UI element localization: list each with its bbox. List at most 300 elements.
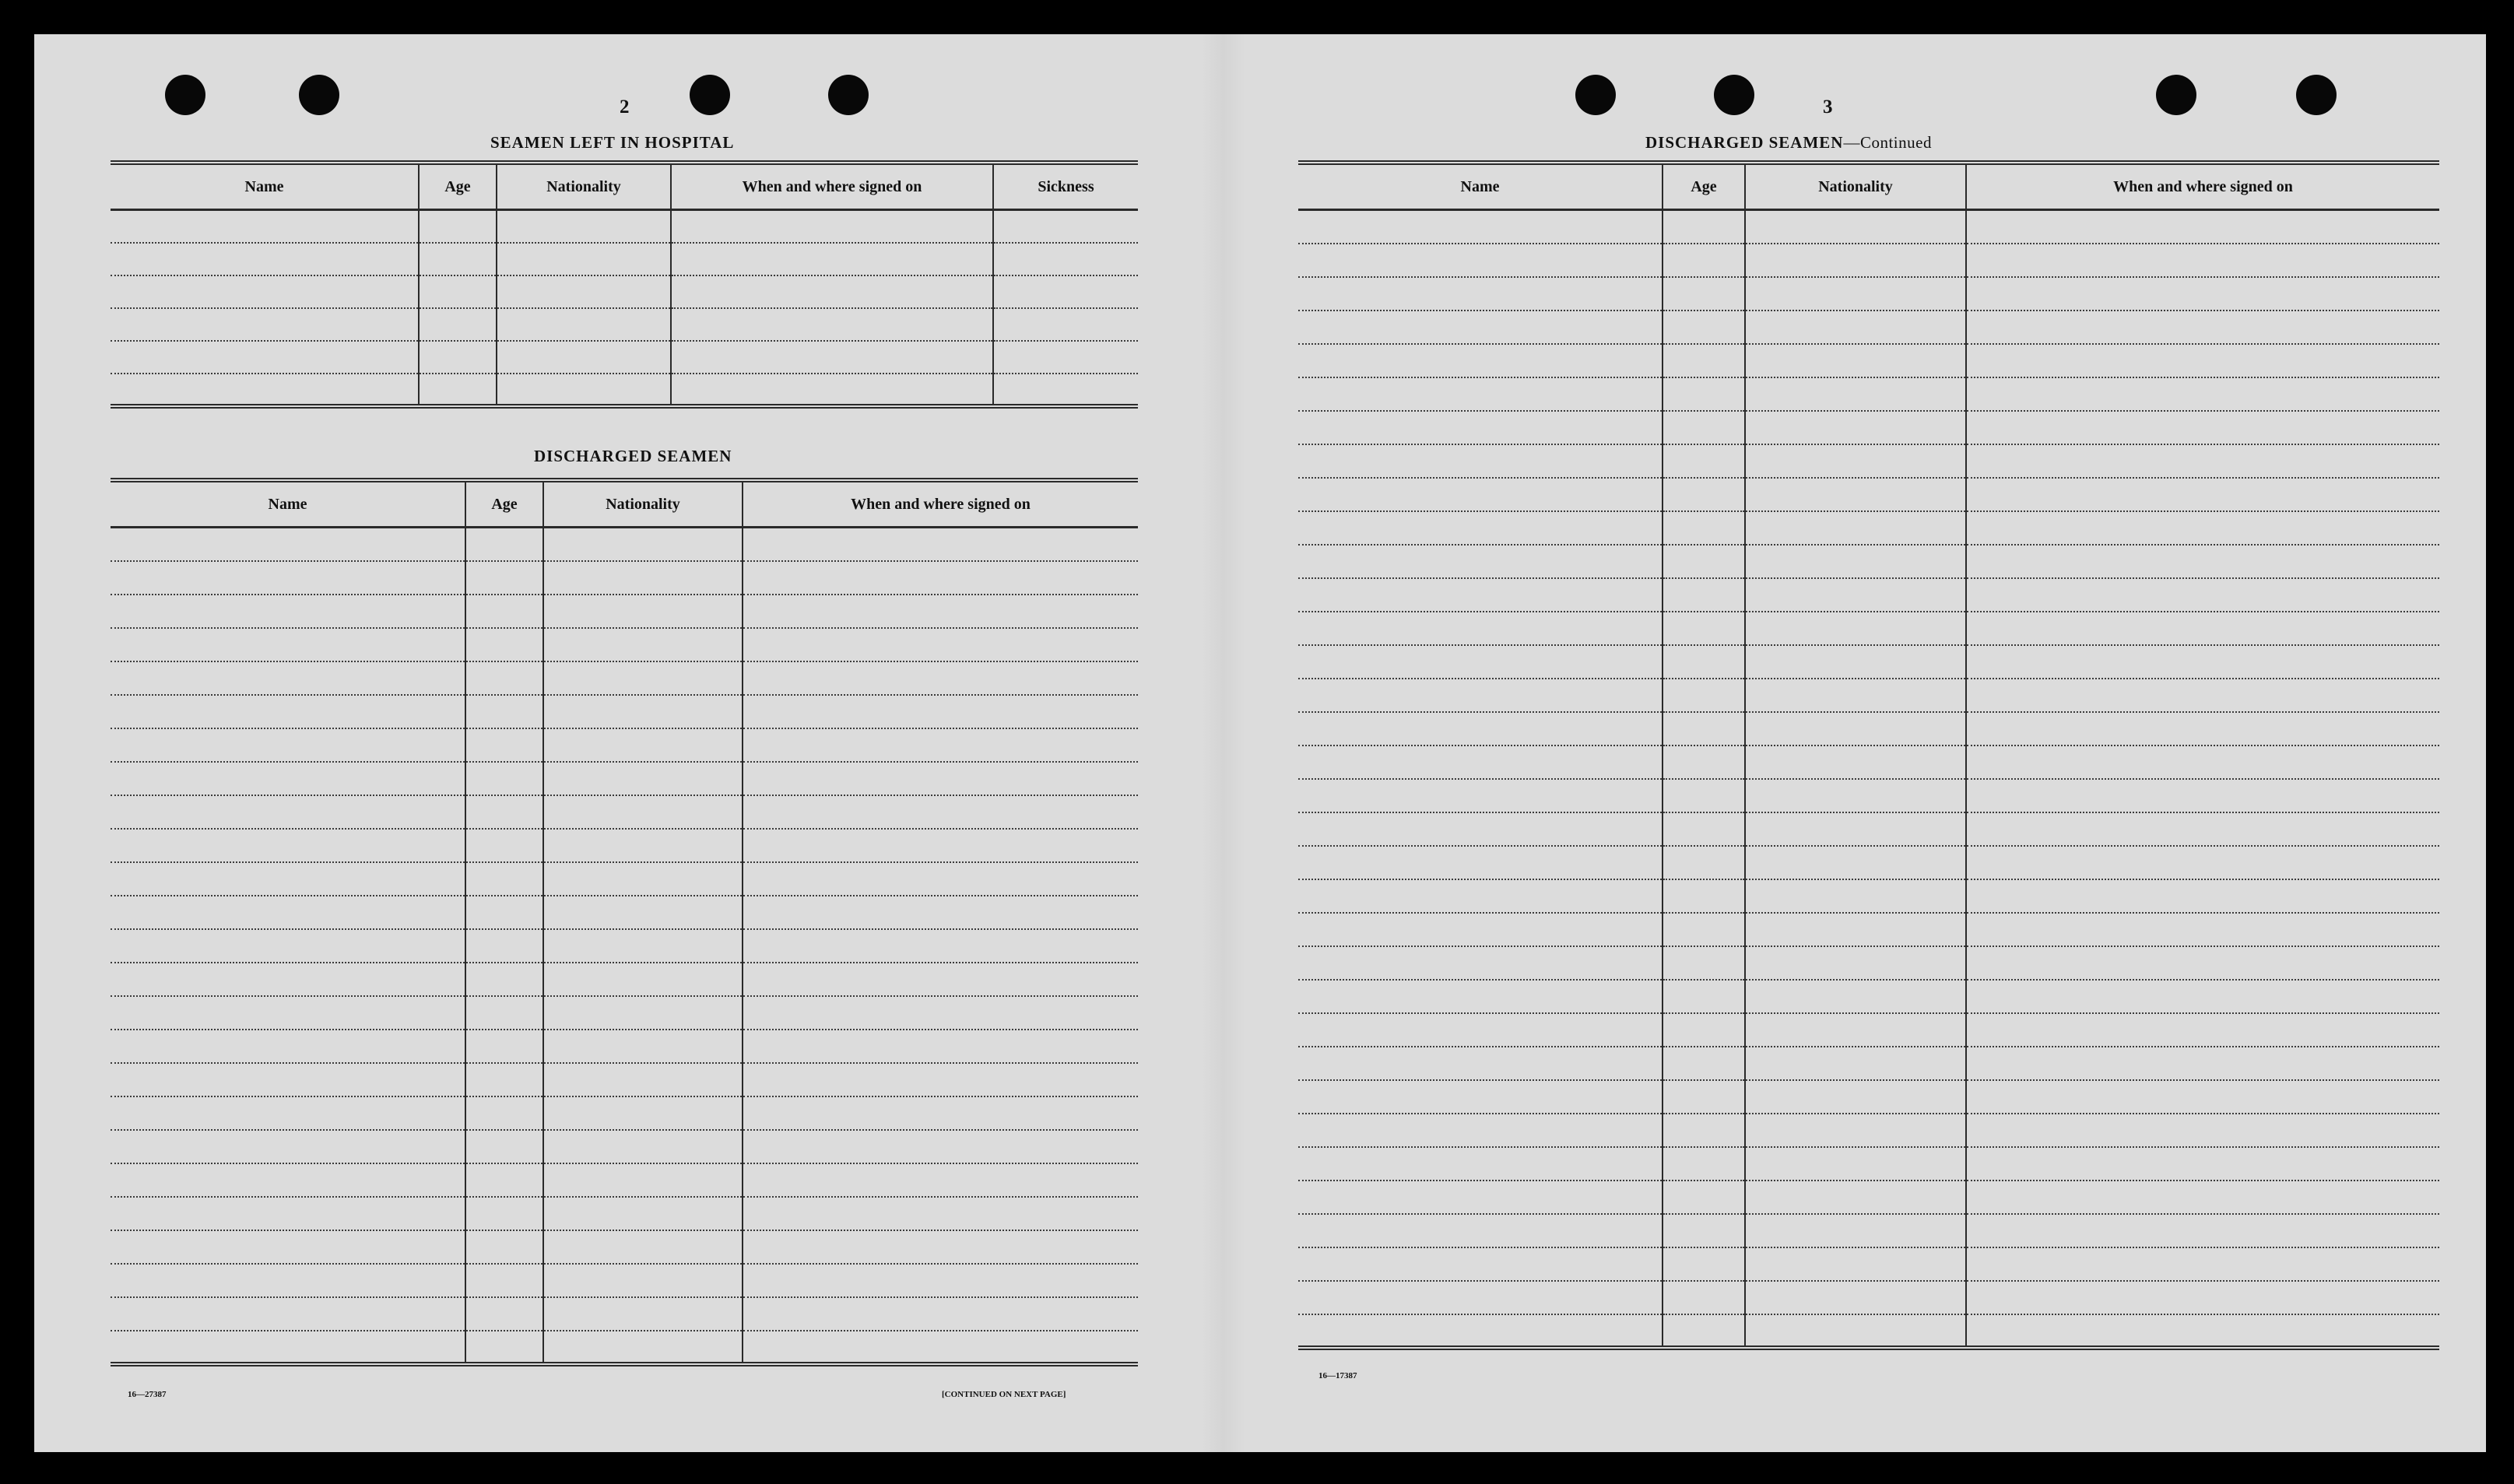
blank-cell: [465, 829, 543, 862]
blank-cell: [465, 795, 543, 829]
blank-cell: [743, 628, 1138, 661]
column-header: Sickness: [993, 163, 1138, 210]
blank-cell: [111, 374, 419, 406]
blank-cell: [1745, 511, 1966, 545]
blank-cell: [1663, 1314, 1745, 1348]
column-header: When and where signed on: [671, 163, 993, 210]
blank-cell: [543, 1230, 743, 1264]
blank-cell: [1663, 545, 1745, 578]
blank-cell: [465, 1130, 543, 1163]
blank-cell: [465, 728, 543, 762]
blank-cell: [743, 1331, 1138, 1364]
blank-cell: [465, 762, 543, 795]
table-row: [111, 1297, 1138, 1331]
blank-cell: [1663, 1247, 1745, 1281]
table-row: [1298, 310, 2439, 344]
blank-cell: [743, 661, 1138, 695]
blank-cell: [993, 210, 1138, 243]
table-row: [1298, 377, 2439, 411]
blank-cell: [419, 210, 497, 243]
table-row: [1298, 612, 2439, 645]
table-row: [111, 862, 1138, 896]
blank-cell: [1663, 411, 1745, 444]
blank-cell: [465, 1197, 543, 1230]
blank-cell: [1663, 712, 1745, 746]
blank-cell: [1298, 1080, 1663, 1114]
blank-cell: [1966, 277, 2439, 310]
blank-cell: [111, 1297, 465, 1331]
table-row: [111, 528, 1138, 561]
continued-footnote: [CONTINUED ON NEXT PAGE]: [942, 1390, 1066, 1399]
blank-cell: [1745, 244, 1966, 277]
blank-cell: [1663, 377, 1745, 411]
discharged-continued-title: [1645, 133, 1932, 153]
table-row: [1298, 210, 2439, 244]
punch-hole: [1714, 75, 1754, 115]
table-row: [1298, 1214, 2439, 1247]
page-number: 2: [620, 96, 630, 118]
table-row: [111, 595, 1138, 628]
table-row: [111, 896, 1138, 929]
blank-cell: [1966, 1214, 2439, 1247]
blank-cell: [543, 762, 743, 795]
blank-cell: [1745, 946, 1966, 980]
blank-cell: [1298, 980, 1663, 1013]
blank-cell: [1966, 712, 2439, 746]
blank-cell: [543, 728, 743, 762]
discharged-section-title: DISCHARGED SEAMEN: [534, 447, 732, 465]
blank-cell: [1966, 812, 2439, 846]
discharged-table: [111, 478, 1138, 1366]
blank-cell: [1966, 344, 2439, 377]
blank-cell: [671, 374, 993, 406]
blank-cell: [1966, 210, 2439, 244]
blank-cell: [1745, 913, 1966, 946]
table-row: [1298, 812, 2439, 846]
blank-cell: [1966, 1147, 2439, 1181]
blank-cell: [1663, 1147, 1745, 1181]
blank-cell: [465, 561, 543, 595]
column-header: Name: [1298, 163, 1663, 210]
blank-cell: [1663, 746, 1745, 779]
blank-cell: [743, 1197, 1138, 1230]
blank-cell: [465, 661, 543, 695]
blank-cell: [1745, 679, 1966, 712]
blank-cell: [1966, 612, 2439, 645]
blank-cell: [465, 929, 543, 963]
blank-cell: [111, 1331, 465, 1364]
blank-cell: [1663, 210, 1745, 244]
blank-cell: [111, 862, 465, 896]
blank-cell: [1298, 1114, 1663, 1147]
column-header: Nationality: [497, 163, 671, 210]
blank-cell: [743, 1297, 1138, 1331]
blank-cell: [543, 929, 743, 963]
punch-hole: [1575, 75, 1616, 115]
blank-cell: [1298, 310, 1663, 344]
blank-cell: [111, 661, 465, 695]
table-row: [1298, 344, 2439, 377]
blank-cell: [1663, 913, 1745, 946]
blank-cell: [1298, 1181, 1663, 1214]
blank-cell: [743, 862, 1138, 896]
column-header: Nationality: [543, 480, 743, 528]
blank-cell: [671, 210, 993, 243]
blank-cell: [1663, 946, 1745, 980]
blank-cell: [1663, 310, 1745, 344]
blank-cell: [543, 963, 743, 996]
punch-hole: [165, 75, 205, 115]
blank-cell: [111, 896, 465, 929]
blank-cell: [1966, 946, 2439, 980]
blank-cell: [1745, 980, 1966, 1013]
blank-cell: [1745, 545, 1966, 578]
blank-cell: [543, 896, 743, 929]
table-row: [1298, 1314, 2439, 1348]
blank-cell: [465, 862, 543, 896]
blank-cell: [1745, 310, 1966, 344]
blank-cell: [465, 1264, 543, 1297]
blank-cell: [1966, 846, 2439, 879]
table-row: [111, 929, 1138, 963]
table-row: [111, 243, 1138, 275]
blank-cell: [1745, 1314, 1966, 1348]
blank-cell: [1663, 980, 1745, 1013]
table-row: [111, 1130, 1138, 1163]
blank-cell: [1745, 210, 1966, 244]
blank-cell: [1298, 210, 1663, 244]
blank-cell: [1745, 879, 1966, 913]
blank-cell: [111, 528, 465, 561]
table-row: [1298, 1281, 2439, 1314]
discharged-continued-table: [1298, 160, 2439, 1350]
blank-cell: [111, 1197, 465, 1230]
page-number: 3: [1823, 96, 1833, 118]
blank-cell: [543, 1331, 743, 1364]
blank-cell: [465, 1163, 543, 1197]
blank-cell: [1745, 1047, 1966, 1080]
blank-cell: [465, 1297, 543, 1331]
blank-cell: [543, 996, 743, 1030]
blank-cell: [1298, 746, 1663, 779]
blank-cell: [743, 595, 1138, 628]
table-row: [1298, 478, 2439, 511]
column-header: Age: [465, 480, 543, 528]
blank-cell: [465, 996, 543, 1030]
blank-cell: [543, 561, 743, 595]
blank-cell: [1966, 511, 2439, 545]
blank-cell: [1298, 712, 1663, 746]
blank-cell: [497, 210, 671, 243]
blank-cell: [1663, 1047, 1745, 1080]
blank-cell: [1298, 913, 1663, 946]
blank-cell: [465, 1063, 543, 1096]
blank-cell: [111, 1264, 465, 1297]
blank-cell: [1663, 812, 1745, 846]
column-header: Name: [111, 163, 419, 210]
blank-cell: [419, 341, 497, 374]
blank-cell: [111, 963, 465, 996]
blank-cell: [543, 528, 743, 561]
blank-cell: [1663, 578, 1745, 612]
blank-cell: [743, 1230, 1138, 1264]
blank-cell: [1663, 1114, 1745, 1147]
blank-cell: [671, 275, 993, 308]
table-row: [111, 963, 1138, 996]
table-row: [1298, 946, 2439, 980]
table-row: [111, 561, 1138, 595]
blank-cell: [1966, 779, 2439, 812]
blank-cell: [1663, 645, 1745, 679]
blank-cell: [1663, 679, 1745, 712]
table-row: [1298, 1114, 2439, 1147]
blank-cell: [1298, 511, 1663, 545]
blank-cell: [1966, 310, 2439, 344]
table-row: [111, 1163, 1138, 1197]
blank-cell: [111, 929, 465, 963]
table-row: [111, 1197, 1138, 1230]
blank-cell: [993, 374, 1138, 406]
blank-cell: [1745, 411, 1966, 444]
blank-cell: [419, 374, 497, 406]
punch-hole: [299, 75, 339, 115]
blank-cell: [1663, 344, 1745, 377]
blank-cell: [1966, 545, 2439, 578]
blank-cell: [1298, 545, 1663, 578]
blank-cell: [1663, 511, 1745, 545]
table-row: [111, 628, 1138, 661]
blank-cell: [743, 695, 1138, 728]
blank-cell: [671, 308, 993, 341]
blank-cell: [1745, 1147, 1966, 1181]
table-row: [1298, 1147, 2439, 1181]
blank-cell: [1298, 612, 1663, 645]
table-row: [111, 210, 1138, 243]
table-row: [111, 275, 1138, 308]
table-row: [1298, 779, 2439, 812]
blank-cell: [1745, 846, 1966, 879]
blank-cell: [497, 243, 671, 275]
blank-cell: [1663, 846, 1745, 879]
blank-cell: [465, 1331, 543, 1364]
form-number: 16—27387: [128, 1390, 167, 1399]
blank-cell: [543, 1030, 743, 1063]
table-row: [1298, 244, 2439, 277]
blank-cell: [111, 762, 465, 795]
blank-cell: [543, 1163, 743, 1197]
blank-cell: [419, 243, 497, 275]
table-row: [111, 1063, 1138, 1096]
table-row: [111, 374, 1138, 406]
blank-cell: [671, 243, 993, 275]
blank-cell: [1745, 612, 1966, 645]
table-row: [111, 762, 1138, 795]
blank-cell: [111, 1063, 465, 1096]
blank-cell: [543, 1264, 743, 1297]
blank-cell: [1966, 1013, 2439, 1047]
blank-cell: [1966, 244, 2439, 277]
blank-cell: [1298, 1013, 1663, 1047]
blank-cell: [543, 661, 743, 695]
blank-cell: [1298, 1247, 1663, 1281]
table-row: [1298, 913, 2439, 946]
table-header-row: [111, 480, 1138, 528]
punch-hole: [2156, 75, 2196, 115]
blank-cell: [1298, 1214, 1663, 1247]
blank-cell: [743, 1264, 1138, 1297]
table-row: [1298, 1047, 2439, 1080]
blank-cell: [543, 695, 743, 728]
punch-hole: [828, 75, 869, 115]
table-row: [111, 695, 1138, 728]
table-row: [1298, 1013, 2439, 1047]
blank-cell: [1663, 1013, 1745, 1047]
blank-cell: [1298, 812, 1663, 846]
punch-hole: [2296, 75, 2337, 115]
blank-cell: [1663, 1181, 1745, 1214]
table-row: [1298, 1181, 2439, 1214]
blank-cell: [1298, 779, 1663, 812]
column-header: Age: [1663, 163, 1745, 210]
blank-cell: [1966, 1114, 2439, 1147]
blank-cell: [543, 795, 743, 829]
blank-cell: [1298, 578, 1663, 612]
table-row: [1298, 444, 2439, 478]
blank-cell: [543, 1197, 743, 1230]
blank-cell: [743, 1030, 1138, 1063]
blank-cell: [1966, 1181, 2439, 1214]
blank-cell: [543, 1063, 743, 1096]
column-header: When and where signed on: [743, 480, 1138, 528]
blank-cell: [1745, 1214, 1966, 1247]
blank-cell: [743, 1163, 1138, 1197]
document-sheet: [34, 34, 2486, 1452]
table-row: [111, 795, 1138, 829]
blank-cell: [1745, 277, 1966, 310]
blank-cell: [1966, 1047, 2439, 1080]
form-number: 16—17387: [1318, 1371, 1357, 1381]
blank-cell: [1663, 444, 1745, 478]
blank-cell: [111, 1096, 465, 1130]
blank-cell: [1966, 1314, 2439, 1348]
blank-cell: [543, 862, 743, 896]
blank-cell: [111, 1230, 465, 1264]
blank-cell: [465, 896, 543, 929]
blank-cell: [1298, 846, 1663, 879]
blank-cell: [1298, 344, 1663, 377]
blank-cell: [111, 1030, 465, 1063]
punch-hole: [690, 75, 730, 115]
table-row: [1298, 578, 2439, 612]
blank-cell: [1745, 746, 1966, 779]
blank-cell: [1745, 779, 1966, 812]
blank-cell: [111, 595, 465, 628]
table-row: [1298, 712, 2439, 746]
blank-cell: [993, 243, 1138, 275]
blank-cell: [1745, 478, 1966, 511]
blank-cell: [111, 996, 465, 1030]
blank-cell: [743, 528, 1138, 561]
blank-cell: [1745, 1281, 1966, 1314]
blank-cell: [111, 561, 465, 595]
blank-cell: [1298, 277, 1663, 310]
blank-cell: [1966, 679, 2439, 712]
hospital-table: [111, 160, 1138, 409]
blank-cell: [465, 595, 543, 628]
blank-cell: [1966, 913, 2439, 946]
blank-cell: [497, 374, 671, 406]
blank-cell: [1966, 645, 2439, 679]
table-row: [111, 829, 1138, 862]
blank-cell: [111, 829, 465, 862]
blank-cell: [543, 1130, 743, 1163]
column-header: When and where signed on: [1966, 163, 2439, 210]
table-row: [1298, 879, 2439, 913]
blank-cell: [743, 561, 1138, 595]
blank-cell: [1298, 1147, 1663, 1181]
blank-cell: [465, 695, 543, 728]
table-row: [1298, 846, 2439, 879]
blank-cell: [993, 275, 1138, 308]
blank-cell: [1966, 980, 2439, 1013]
blank-cell: [1663, 879, 1745, 913]
blank-cell: [111, 728, 465, 762]
blank-cell: [993, 308, 1138, 341]
blank-cell: [1663, 478, 1745, 511]
table-row: [111, 661, 1138, 695]
table-row: [111, 1230, 1138, 1264]
blank-cell: [465, 1030, 543, 1063]
blank-cell: [465, 1096, 543, 1130]
blank-cell: [1745, 444, 1966, 478]
blank-cell: [419, 308, 497, 341]
blank-cell: [1745, 1181, 1966, 1214]
blank-cell: [1745, 812, 1966, 846]
title-main: DISCHARGED SEAMEN: [1645, 133, 1844, 152]
blank-cell: [1745, 578, 1966, 612]
blank-cell: [1745, 645, 1966, 679]
blank-cell: [543, 1096, 743, 1130]
blank-cell: [1966, 879, 2439, 913]
blank-cell: [743, 963, 1138, 996]
blank-cell: [1745, 1114, 1966, 1147]
blank-cell: [111, 1163, 465, 1197]
blank-cell: [1663, 1214, 1745, 1247]
blank-cell: [1966, 578, 2439, 612]
blank-cell: [1966, 746, 2439, 779]
blank-cell: [497, 275, 671, 308]
blank-cell: [1966, 411, 2439, 444]
table-row: [1298, 980, 2439, 1013]
table-row: [111, 1096, 1138, 1130]
blank-cell: [1298, 444, 1663, 478]
table-row: [1298, 645, 2439, 679]
blank-cell: [671, 341, 993, 374]
blank-cell: [1663, 779, 1745, 812]
blank-cell: [743, 829, 1138, 862]
blank-cell: [1298, 478, 1663, 511]
blank-cell: [543, 628, 743, 661]
blank-cell: [543, 1297, 743, 1331]
blank-cell: [111, 1130, 465, 1163]
blank-cell: [993, 341, 1138, 374]
blank-cell: [111, 308, 419, 341]
blank-cell: [111, 275, 419, 308]
blank-cell: [111, 795, 465, 829]
page-fold: [1202, 34, 1245, 1452]
table-row: [111, 1030, 1138, 1063]
table-header-row: [111, 163, 1138, 210]
